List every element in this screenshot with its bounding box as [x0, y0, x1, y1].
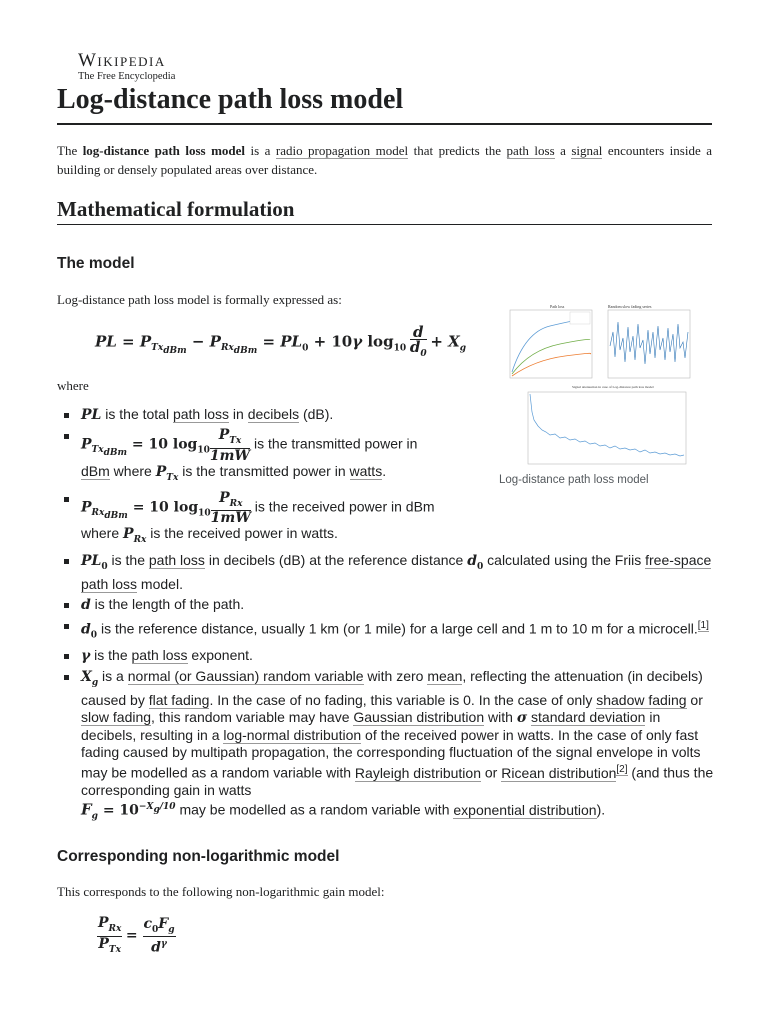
list-text: calculated using the Friis — [483, 552, 646, 569]
list-item: $X_g$ is a normal (or Gaussian) random variable with zero mean, reflecting the attenuation (in decibels) caused by flat fading. In the case of no fading, this variable is 0. In the case of only shadow fading or slow fading, this random variable may have Gaussian distribution with σ standard deviation in decibels, resulting in a log-normal distribution of the received power in watts. In the case of only fast fading caused by multipath propagation, the corresponding fluctuation of the signal envelope in volts may be modelled as a random variable with Rayleigh distribution or Ricean distribution[2] (and thus the corresponding gain in watts $F_g = 10^{-X_g/10}$ may be modelled as a random variable with exponential distribution). — [62, 668, 717, 825]
list-text: is the total — [101, 406, 173, 422]
plot2-title: Random slow fading series — [608, 304, 652, 309]
page-title: Log-distance path loss model — [57, 84, 404, 115]
intro-text: that predicts the — [408, 143, 507, 158]
intro-text: is a — [245, 143, 276, 158]
link-flat-fading[interactable]: flat fading — [148, 692, 210, 709]
model-lead-text: Log-distance path loss model is formally expressed as: — [57, 292, 342, 307]
list-text: or — [686, 692, 703, 709]
link-standard-deviation[interactable]: standard deviation — [531, 709, 646, 726]
list-text: or — [481, 764, 502, 781]
list-text: with zero — [363, 668, 428, 685]
link-free-space-path-loss[interactable]: free-space path loss — [81, 552, 712, 592]
link-path-loss[interactable]: path loss — [172, 406, 230, 422]
plot1-title: Path loss — [550, 304, 565, 309]
list-text: (and thus the corresponding gain in watts — [81, 764, 714, 798]
list-text: in — [229, 406, 248, 422]
where-text: where — [57, 378, 89, 393]
wikipedia-tagline: The Free Encyclopedia — [78, 71, 176, 82]
link-path-loss[interactable]: path loss — [148, 552, 205, 569]
link-radio-propagation-model[interactable]: radio propagation model — [275, 143, 409, 158]
subheading-the-model: The model — [57, 255, 135, 272]
list-text: . In the case of no fading, this variable is 0. In the case of only — [209, 692, 597, 709]
link-exponential-distribution[interactable]: exponential distribution — [453, 801, 597, 818]
list-text: ). — [596, 801, 606, 818]
list-text: model. — [137, 575, 183, 592]
list-text: may be modelled as a random variable with — [175, 801, 454, 818]
list-text: is the transmitted power in — [250, 435, 418, 452]
list-text: exponent. — [187, 647, 253, 664]
list-text: , reflecting the attenuation (in decibels) caused by — [81, 668, 703, 709]
list-item: γ is the path loss exponent. — [62, 647, 717, 665]
plot3-title: Signal attenuation in case of Log-distance path loss model — [572, 385, 654, 389]
list-item: $PL_0$ is the path loss in decibels (dB) at the reference distance $d_0$ calculated using the Friis free-space path loss model. — [62, 552, 717, 593]
intro-bold-term: log-distance path loss model — [82, 143, 246, 158]
list-text: (dB). — [299, 406, 334, 422]
subheading-non-logarithmic-model: Corresponding non-logarithmic model — [57, 848, 340, 865]
list-item: $d_0$ is the reference distance, usually 1 km (or 1 mile) for a large cell and 1 m to 10 m for a microcell.[1] — [62, 617, 717, 644]
link-gaussian-distribution[interactable]: Gaussian distribution — [353, 709, 485, 726]
link-watts[interactable]: watts — [349, 462, 383, 479]
symbol-pl: PL — [81, 407, 102, 423]
link-mean[interactable]: mean — [427, 668, 463, 685]
section-rule — [57, 224, 712, 225]
list-text: of the received power in watts. In the case of only fast fading caused by multipath propagation, the corresponding fluctuation of the signal envelope in volts may be modelled as a random variable with — [81, 727, 701, 781]
link-slow-fading[interactable]: slow fading — [81, 709, 152, 726]
list-item: $P_{Tx_{dBm}} = 10$ $\log_{10}$ $\frac{P_{Tx}}{1mW}$ is the transmitted power in dBm where $P_{Tx}$ is the transmitted power in watts. — [62, 427, 717, 487]
list-text: in decibels, resulting in a — [81, 709, 661, 744]
link-decibels[interactable]: decibels — [247, 406, 300, 422]
definitions-list — [62, 406, 717, 828]
nonlog-lead-text: This corresponds to the following non-logarithmic gain model: — [57, 884, 385, 899]
intro-text: encounters inside a building or densely populated areas over distance. — [57, 143, 712, 177]
wikipedia-wordmark[interactable]: Wikipedia — [78, 50, 166, 71]
list-text: is the — [107, 552, 149, 569]
section-heading-mathematical-formulation: Mathematical formulation — [57, 197, 295, 221]
link-signal[interactable]: signal — [571, 143, 603, 158]
link-ricean-distribution[interactable]: Ricean distribution — [501, 764, 617, 781]
link-shadow-fading[interactable]: shadow fading — [596, 692, 687, 709]
main-equation: PL = $P_{Tx_{dBm}} - P_{Rx_{dBm}} = PL_0 + 10\gamma$ $\log_{10}$ $\frac{d}{d_0}$ + $X_g$ — [95, 323, 467, 359]
list-item — [62, 406, 717, 424]
list-text: with — [484, 709, 517, 726]
link-path-loss[interactable]: path loss — [506, 143, 555, 158]
list-text: is a — [98, 668, 128, 685]
intro-text: a — [554, 143, 572, 158]
link-path-loss[interactable]: path loss — [131, 647, 188, 664]
figure-caption: Log-distance path loss model — [499, 474, 649, 486]
list-text: is the received power in watts. — [146, 525, 338, 542]
intro-paragraph — [57, 141, 712, 179]
link-normal-random-variable[interactable]: normal (or Gaussian) random variable — [127, 668, 364, 685]
list-item: $P_{Rx_{dBm}} = 10$ $\log_{10}$ $\frac{P_{Rx}}{1mW}$ is the received power in dBm where $P_{Rx}$ is the received power in watts. — [62, 490, 717, 550]
list-text: is the received power in dBm — [250, 498, 435, 515]
list-text: in decibels (dB) at the reference distance — [204, 552, 468, 569]
list-text: is the — [90, 647, 132, 664]
link-log-normal-distribution[interactable]: log-normal distribution — [223, 727, 362, 744]
reference-2[interactable]: [2] — [616, 764, 628, 776]
list-text: is the reference distance, usually 1 km (or 1 mile) for a large cell and 1 m to 10 m for a microcell. — [97, 620, 698, 637]
list-text: where — [81, 525, 124, 542]
list-text: , this random variable may have — [151, 709, 354, 726]
list-item: d is the length of the path. — [62, 596, 717, 614]
list-text: is the length of the path. — [90, 595, 245, 612]
list-text: is the transmitted power in — [178, 462, 350, 479]
nonlog-equation: $\frac{P_{Rx}}{P_{Tx}}$ = $\frac{c_0F_g}{d^\gamma}$ — [98, 915, 175, 957]
list-text: . — [382, 462, 387, 479]
link-rayleigh-distribution[interactable]: Rayleigh distribution — [354, 764, 481, 781]
intro-text: The — [57, 143, 83, 158]
list-text: where — [109, 462, 156, 479]
reference-1[interactable]: [1] — [697, 619, 709, 631]
link-dbm[interactable]: dBm — [81, 462, 110, 479]
title-rule — [57, 123, 712, 125]
